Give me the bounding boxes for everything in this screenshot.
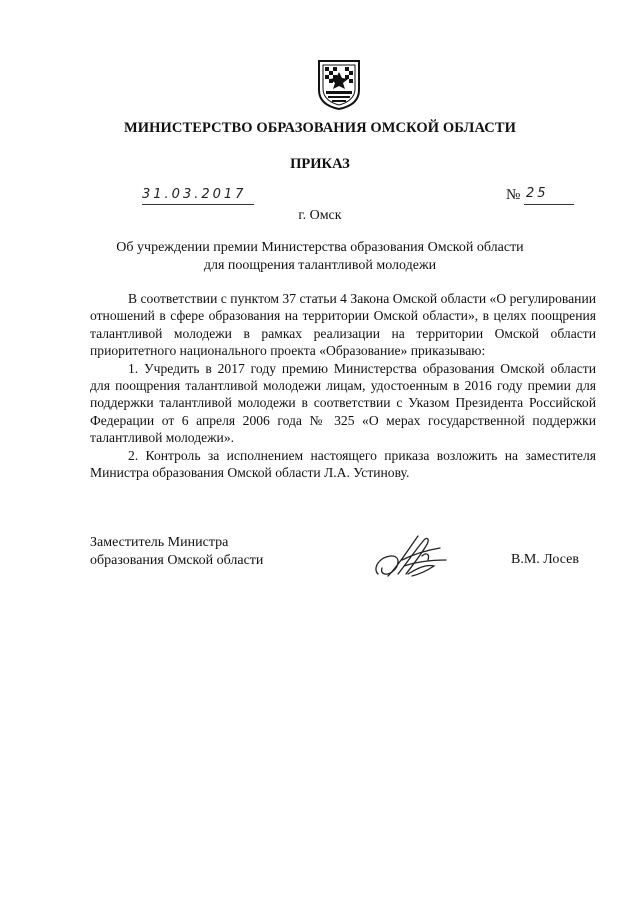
item-2-paragraph: 2. Контроль за исполнением настоящего приказа возложить на заместителя Министра образования Омской области Л.А. Устинову. [90,447,596,481]
order-date: 31.03.2017 [142,187,247,202]
signatory-name: В.М. Лосев [511,552,579,567]
order-number: 25 [526,186,549,201]
ministry-name: МИНИСТЕРСТВО ОБРАЗОВАНИЯ ОМСКОЙ ОБЛАСТИ [123,120,517,136]
signatory-title-line-1: Заместитель Министра [90,535,229,550]
handwritten-signature-icon [368,530,452,582]
date-underline [142,204,254,205]
city: г. Омск [298,208,342,223]
order-number-label: № [506,187,521,203]
signatory-title [90,534,263,570]
document-type-title: ПРИКАЗ [290,156,350,172]
subject-line-2: для поощрения талантливой молодежи [203,258,437,273]
order-body [90,290,596,481]
item-1-paragraph: 1. Учредить в 2017 году премию Министерства образования Омской области для поощрения талантливой молодежи лицам, удостоенным в 2016 году премии для поддержки талантливой молодежи в соответствии с Указом Президента Российской Федерации от 6 апреля 2006 года № 325 «О мерах государственной поддержки талантливой молодежи». [90,360,596,446]
subject-line-1: Об учреждении премии Министерства образования Омской области [116,240,524,255]
signatory-title-line-2: образования Омской области [90,553,264,568]
number-underline [524,204,574,205]
order-subject [80,239,560,275]
preamble-paragraph: В соответствии с пунктом 37 статьи 4 Закона Омской области «О регулировании отношений в сфере образования на территории Омской области», в целях поощрения талантливой молодежи в рамках реализации на территории Омской области приоритетного национального проекта «Образование» приказываю: [90,291,596,359]
coat-of-arms-icon [316,58,362,110]
